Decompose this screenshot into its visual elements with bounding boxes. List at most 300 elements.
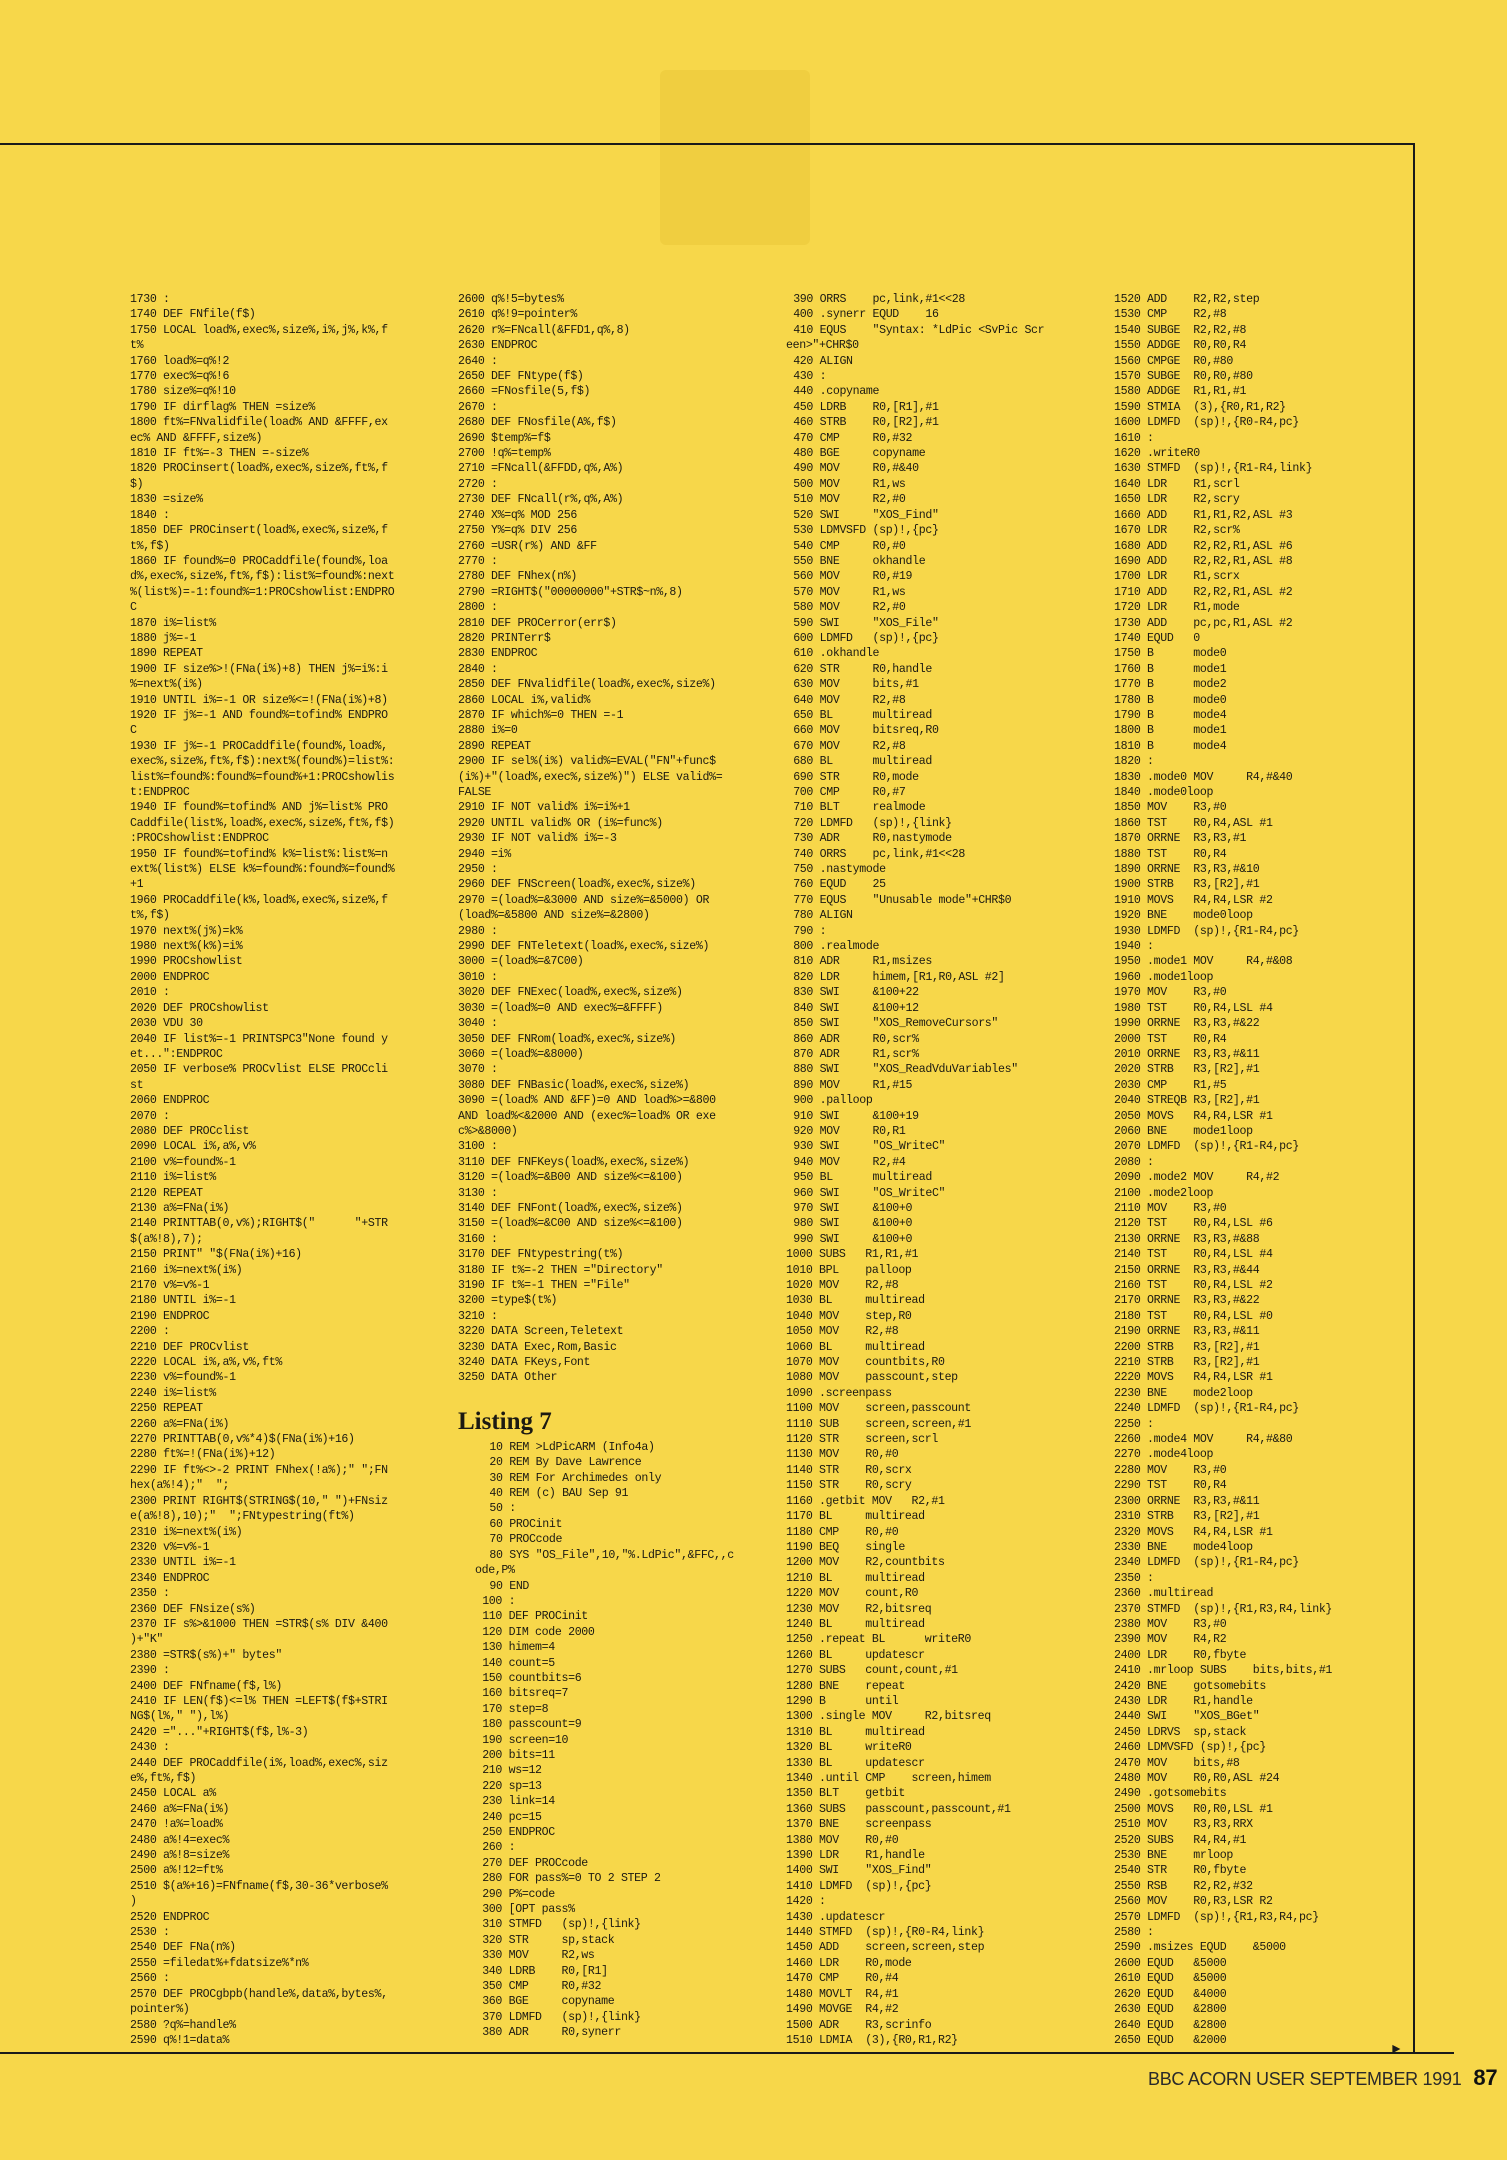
code-line: 820 LDR himem,[R1,R0,ASL #2]	[793, 970, 1005, 984]
code-line: 2130 ORRNE R3,R3,#&88	[1114, 1232, 1260, 1246]
code-line: 690 STR R0,mode	[793, 770, 919, 784]
code-line: 1660 ADD R1,R1,R2,ASL #3	[1114, 508, 1293, 522]
code-line: 2060 ENDPROC	[130, 1094, 210, 1108]
code-line: 3080 DEF FNBasic(load%,exec%,size%)	[458, 1078, 690, 1092]
code-line: 1260 BL updatescr	[786, 1648, 925, 1662]
code-line: 1900 STRB R3,[R2],#1	[1114, 878, 1260, 892]
code-line: 2470 !a%=load%	[130, 1818, 223, 1832]
code-line: 2440 SWI "XOS_BGet"	[1114, 1710, 1260, 1724]
code-line: 1590 STMIA (3),{R0,R1,R2}	[1114, 400, 1286, 414]
code-line: 760 EQUD 25	[793, 878, 886, 892]
code-line: 3160 :	[458, 1232, 498, 1246]
code-line: 2440 DEF PROCaddfile(i%,load%,exec%,siz	[130, 1756, 388, 1770]
code-line: 2160 i%=next%(i%)	[130, 1263, 243, 1277]
code-line: 700 CMP R0,#7	[793, 786, 906, 799]
code-line: 2210 DEF PROCvlist	[130, 1340, 249, 1354]
code-line: 1970 MOV R3,#0	[1114, 986, 1227, 1000]
code-line: 1200 MOV R2,countbits	[786, 1556, 945, 1570]
code-line: 1120 STR screen,scrl	[786, 1433, 938, 1447]
code-line: 2790 =RIGHT$("00000000"+STR$~n%,8)	[458, 585, 683, 599]
code-line: 1370 BNE screenpass	[786, 1818, 932, 1832]
code-line: et...":ENDPROC	[130, 1047, 223, 1061]
code-line: 480 BGE copyname	[793, 447, 926, 461]
code-line: 1320 BL writeR0	[786, 1741, 912, 1755]
code-line: c%>&8000)	[458, 1124, 518, 1138]
code-line: t:ENDPROC	[130, 786, 190, 799]
code-line: 2280 ft%=!(FNa(i%)+12)	[130, 1448, 276, 1462]
code-line: 1240 BL multiread	[786, 1617, 925, 1631]
code-line: 2000 ENDPROC	[130, 970, 210, 984]
code-line: 1420 :	[786, 1895, 826, 1909]
code-line: 1270 SUBS count,count,#1	[786, 1664, 958, 1678]
code-line: 1760 load%=q%!2	[130, 354, 230, 368]
code-line: 2520 SUBS R4,R4,#1	[1114, 1833, 1247, 1847]
code-line: 2210 STRB R3,[R2],#1	[1114, 1356, 1260, 1370]
code-line: 420 ALIGN	[793, 354, 853, 368]
code-line: 1850 DEF PROCinsert(load%,exec%,size%,f	[130, 524, 388, 538]
code-line: $)	[130, 477, 144, 491]
code-line: 2470 MOV bits,#8	[1114, 1756, 1240, 1770]
code-line: 330 MOV R2,ws	[482, 1949, 595, 1963]
code-line: 680 BL multiread	[793, 755, 932, 769]
code-line: 2550 RSB R2,R2,#32	[1114, 1879, 1253, 1893]
code-line: 1410 LDMFD (sp)!,{pc}	[786, 1879, 932, 1893]
code-line: 270 DEF PROCcode	[482, 1856, 588, 1870]
code-line: 2480 a%!4=exec%	[130, 1833, 230, 1847]
listing-column-4	[1114, 292, 1332, 2048]
code-line: 360 BGE copyname	[482, 1995, 615, 2009]
code-line: 2030 CMP R1,#5	[1114, 1078, 1227, 1092]
code-line: 10 REM >LdPicARM (Info4a)	[489, 1440, 655, 1454]
code-line: 2570 LDMFD (sp)!,{R1,R3,R4,pc}	[1114, 1910, 1319, 1924]
code-line: 2540 DEF FNa(n%)	[130, 1941, 236, 1955]
code-line: 2960 DEF FNScreen(load%,exec%,size%)	[458, 878, 696, 892]
page-footer	[1148, 2065, 1497, 2091]
code-line: 2260 a%=FNa(i%)	[130, 1417, 230, 1431]
code-line: 310 STMFD (sp)!,{link}	[482, 1918, 641, 1932]
code-line: 1710 ADD R2,R2,R1,ASL #2	[1114, 585, 1293, 599]
code-line: 1990 ORRNE R3,R3,#&22	[1114, 1017, 1260, 1031]
code-line: 1950 .mode1 MOV R4,#&08	[1114, 955, 1293, 969]
code-line: 2590 .msizes EQUD &5000	[1114, 1941, 1286, 1955]
code-line: 2360 DEF FNsize(s%)	[130, 1602, 256, 1616]
code-line: 1030 BL multiread	[786, 1294, 925, 1308]
code-line: 1920 BNE mode0loop	[1114, 909, 1253, 923]
code-line: 3250 DATA Other	[458, 1371, 558, 1385]
code-line: 2410 IF LEN(f$)<=l% THEN =LEFT$(f$+STRI	[130, 1694, 388, 1708]
code-line: 1930 LDMFD (sp)!,{R1-R4,pc}	[1114, 924, 1300, 938]
listing-6-continued	[458, 292, 734, 1386]
code-line: 400 .synerr EQUD 16	[793, 308, 939, 322]
code-line: 2420 ="..."+RIGHT$(f$,l%-3)	[130, 1725, 309, 1739]
code-line: 180 passcount=9	[482, 1718, 582, 1732]
code-line: 980 SWI &100+0	[793, 1217, 913, 1231]
code-line: 2130 a%=FNa(i%)	[130, 1201, 230, 1215]
code-line: 1780 size%=q%!10	[130, 385, 236, 399]
code-line: 1650 LDR R2,scry	[1114, 493, 1240, 507]
code-line: 1510 LDMIA (3),{R0,R1,R2}	[786, 2033, 958, 2047]
code-line: 2080 :	[1114, 1155, 1154, 1169]
code-line: 1800 B mode1	[1114, 724, 1227, 738]
code-line: 810 ADR R1,msizes	[793, 955, 932, 969]
code-line: 3230 DATA Exec,Rom,Basic	[458, 1340, 617, 1354]
code-line: 1780 B mode0	[1114, 693, 1227, 707]
code-line: 2340 ENDPROC	[130, 1571, 210, 1585]
code-line: 2230 v%=found%-1	[130, 1371, 236, 1385]
code-line: 3040 :	[458, 1017, 498, 1031]
code-line: 3200 =type$(t%)	[458, 1294, 558, 1308]
code-line: 2200 STRB R3,[R2],#1	[1114, 1340, 1260, 1354]
code-line: 1740 EQUD 0	[1114, 631, 1200, 645]
code-line: 2380 =STR$(s%)+" bytes"	[130, 1648, 282, 1662]
code-line: 20 REM By Dave Lawrence	[489, 1456, 642, 1470]
code-line: 1470 CMP R0,#4	[786, 1972, 899, 1986]
code-line: 90 END	[489, 1579, 530, 1593]
code-line: 940 MOV R2,#4	[793, 1155, 906, 1169]
code-line: 2810 DEF PROCerror(err$)	[458, 616, 617, 630]
code-line: 1920 IF j%=-1 AND found%=tofind% ENDPRO	[130, 708, 388, 722]
code-line: 1550 ADDGE R0,R0,R4	[1114, 339, 1247, 353]
code-line: t%,f$)	[130, 539, 170, 553]
code-line: 1050 MOV R2,#8	[786, 1325, 899, 1339]
code-line: 320 STR sp,stack	[482, 1933, 615, 1947]
code-line: 1880 TST R0,R4	[1114, 847, 1227, 861]
code-line: e(a%!8),10);" ";FNtypestring(ft%)	[130, 1510, 355, 1524]
code-line: t%	[130, 339, 144, 353]
code-line: 110 DEF PROCinit	[482, 1610, 588, 1624]
code-line: 1690 ADD R2,R2,R1,ASL #8	[1114, 554, 1293, 568]
code-line: 2110 MOV R3,#0	[1114, 1201, 1227, 1215]
code-line: 2450 LOCAL a%	[130, 1787, 216, 1801]
code-line: 970 SWI &100+0	[793, 1201, 913, 1215]
code-line: 2240 i%=list%	[130, 1386, 216, 1400]
code-line: 2630 ENDPROC	[458, 339, 538, 353]
code-line: 1890 ORRNE R3,R3,#&10	[1114, 863, 1260, 877]
code-line: 1910 MOVS R4,R4,LSR #2	[1114, 893, 1273, 907]
code-line: 3130 :	[458, 1186, 498, 1200]
code-line: 210 ws=12	[482, 1764, 542, 1778]
code-line: 200 bits=11	[482, 1748, 555, 1762]
code-line: 2060 BNE mode1loop	[1114, 1124, 1253, 1138]
code-line: 2980 :	[458, 924, 498, 938]
code-line: 3140 DEF FNFont(load%,exec%,size%)	[458, 1201, 683, 1215]
code-line: 1960 PROCaddfile(k%,load%,exec%,size%,f	[130, 893, 388, 907]
code-line: 2360 .multiread	[1114, 1587, 1214, 1601]
code-line: 2600 q%!5=bytes%	[458, 293, 564, 306]
code-line: 2180 UNTIL i%=-1	[130, 1294, 236, 1308]
code-line: 2940 =i%	[458, 847, 511, 861]
code-line: t%,f$)	[130, 909, 170, 923]
code-line: 2390 MOV R4,R2	[1114, 1633, 1227, 1647]
code-line: 120 DIM code 2000	[482, 1625, 595, 1639]
code-line: 2170 v%=v%-1	[130, 1279, 210, 1292]
code-line: 2820 PRINTerr$	[458, 631, 551, 645]
code-line: 2370 IF s%>&1000 THEN =STR$(s% DIV &400	[130, 1617, 388, 1631]
code-line: 1810 B mode4	[1114, 739, 1227, 753]
code-line: 1890 REPEAT	[130, 647, 203, 661]
continue-arrow-icon: ►	[1392, 2042, 1401, 2058]
listing-column-2	[458, 292, 734, 2041]
code-line: 1860 TST R0,R4,ASL #1	[1114, 816, 1273, 830]
code-line: 220 sp=13	[482, 1779, 542, 1793]
code-line: 740 ORRS pc,link,#1<<28	[793, 847, 965, 861]
code-line: 2160 TST R0,R4,LSL #2	[1114, 1279, 1273, 1292]
code-line: 1130 MOV R0,#0	[786, 1448, 899, 1462]
code-line: 230 link=14	[482, 1795, 555, 1809]
code-line: 3090 =(load% AND &FF)=0 AND load%>=&800	[458, 1094, 716, 1108]
code-line: 2450 LDRVS sp,stack	[1114, 1725, 1247, 1739]
code-line: 1870 ORRNE R3,R3,#1	[1114, 832, 1247, 846]
code-line: 1680 ADD R2,R2,R1,ASL #6	[1114, 539, 1293, 553]
code-line: 2400 LDR R0,fbyte	[1114, 1648, 1247, 1662]
code-line: 2150 PRINT" "$(FNa(i%)+16)	[130, 1248, 302, 1262]
code-line: 1870 i%=list%	[130, 616, 216, 630]
code-line: 2350 :	[130, 1587, 170, 1601]
code-line: 2620 EQUD &4000	[1114, 1987, 1227, 2001]
code-line: 2100 v%=found%-1	[130, 1155, 236, 1169]
code-line: 750 .nastymode	[793, 863, 886, 877]
code-line: 560 MOV R0,#19	[793, 570, 913, 584]
code-line: 2650 EQUD &2000	[1114, 2033, 1227, 2047]
code-line: 900 .palloop	[793, 1094, 873, 1108]
code-line: 1770 B mode2	[1114, 678, 1227, 692]
code-line: 1610 :	[1114, 431, 1154, 445]
code-line: 1290 B until	[786, 1694, 899, 1708]
code-line: 850 SWI "XOS_RemoveCursors"	[793, 1017, 999, 1031]
code-line: 160 bitsreq=7	[482, 1687, 569, 1701]
faded-header-art	[660, 70, 810, 245]
code-line: 2190 ENDPROC	[130, 1309, 210, 1323]
code-line: 2010 :	[130, 986, 170, 1000]
code-line: 1430 .updatescr	[786, 1910, 886, 1924]
code-line: 450 LDRB R0,[R1],#1	[793, 400, 939, 414]
code-line: 2480 MOV R0,R0,ASL #24	[1114, 1772, 1280, 1785]
code-line: 2300 ORRNE R3,R3,#&11	[1114, 1494, 1260, 1508]
code-line: 1720 LDR R1,mode	[1114, 601, 1240, 615]
code-line: 1940 :	[1114, 940, 1154, 954]
code-line: 2120 REPEAT	[130, 1186, 203, 1200]
code-line: 1560 CMPGE R0,#80	[1114, 354, 1233, 368]
code-line: 1620 .writeR0	[1114, 447, 1200, 461]
code-line: 2490 a%!8=size%	[130, 1849, 230, 1863]
code-line: 2260 .mode4 MOV R4,#&80	[1114, 1433, 1293, 1447]
code-line: 2430 :	[130, 1741, 170, 1755]
code-line: 1360 SUBS passcount,passcount,#1	[786, 1802, 1011, 1816]
code-line: 1580 ADDGE R1,R1,#1	[1114, 385, 1247, 399]
code-line: 2030 VDU 30	[130, 1017, 203, 1031]
code-line: 3000 =(load%=&7C00)	[458, 955, 584, 969]
code-line: 1820 PROCinsert(load%,exec%,size%,ft%,f	[130, 462, 388, 476]
code-line: 2270 .mode4loop	[1114, 1448, 1214, 1462]
code-line: 2630 EQUD &2800	[1114, 2003, 1227, 2017]
code-line: 3050 DEF FNRom(load%,exec%,size%)	[458, 1032, 677, 1046]
code-line: 300 [OPT pass%	[482, 1903, 575, 1917]
code-line: 860 ADR R0,scr%	[793, 1032, 919, 1046]
code-line: 3210 :	[458, 1309, 498, 1323]
code-line: 2830 ENDPROC	[458, 647, 538, 661]
code-line: 1860 IF found%=0 PROCaddfile(found%,loa	[130, 554, 388, 568]
code-line: 1740 DEF FNfile(f$)	[130, 308, 256, 322]
code-line: ec% AND &FFFF,size%)	[130, 431, 263, 445]
code-line: 190 screen=10	[482, 1733, 569, 1747]
code-line: 2220 MOVS R4,R4,LSR #1	[1114, 1371, 1273, 1385]
code-line: een>"+CHR$0	[786, 339, 859, 353]
code-line: %=next%(i%)	[130, 678, 203, 692]
code-line: 1940 IF found%=tofind% AND j%=list% PRO	[130, 801, 388, 815]
code-line: 280 FOR pass%=0 TO 2 STEP 2	[482, 1872, 661, 1886]
code-line: $(a%!8),7);	[130, 1232, 203, 1246]
code-line: 2530 :	[130, 1926, 170, 1940]
code-line: 2530 BNE mrloop	[1114, 1849, 1233, 1863]
code-line: 1310 BL multiread	[786, 1725, 925, 1739]
code-line: 3020 DEF FNExec(load%,exec%,size%)	[458, 986, 683, 1000]
code-line: 1390 LDR R1,handle	[786, 1849, 925, 1863]
code-line: 1070 MOV countbits,R0	[786, 1356, 945, 1370]
code-line: 2460 a%=FNa(i%)	[130, 1802, 230, 1816]
code-line: 3150 =(load%=&C00 AND size%<=&100)	[458, 1217, 683, 1231]
code-line: 2050 IF verbose% PROCvlist ELSE PROCcli	[130, 1063, 388, 1077]
code-line: 250 ENDPROC	[482, 1826, 555, 1839]
code-line: 1090 .screenpass	[786, 1386, 892, 1400]
code-line: 460 STRB R0,[R2],#1	[793, 416, 939, 430]
code-line: 2800 :	[458, 601, 498, 615]
code-line: 2490 .gotsomebits	[1114, 1787, 1227, 1801]
code-line: exec%,size%,ft%,f$):next%(found%)=list%:	[130, 755, 395, 769]
code-line: 1830 =size%	[130, 493, 203, 507]
code-line: 2070 :	[130, 1109, 170, 1123]
code-line: AND load%<&2000 AND (exec%=load% OR exe	[458, 1109, 716, 1123]
code-line: 2670 :	[458, 400, 498, 414]
code-line: 660 MOV bitsreq,R0	[793, 724, 939, 738]
code-line: 2610 q%!9=pointer%	[458, 308, 577, 322]
code-line: 150 countbits=6	[482, 1671, 582, 1685]
code-line: 3070 :	[458, 1063, 498, 1077]
code-line: 1840 :	[130, 508, 170, 522]
code-line: 1930 IF j%=-1 PROCaddfile(found%,load%,	[130, 739, 388, 753]
code-line: 2250 :	[1114, 1417, 1154, 1431]
code-line: 2910 IF NOT valid% i%=i%+1	[458, 801, 630, 815]
code-line: 2540 STR R0,fbyte	[1114, 1864, 1247, 1878]
code-line: 2090 LOCAL i%,a%,v%	[130, 1140, 256, 1154]
code-line: 1490 MOVGE R4,#2	[786, 2003, 899, 2017]
code-line: 780 ALIGN	[793, 909, 853, 923]
code-line: 1190 BEQ single	[786, 1540, 905, 1554]
code-line: )	[130, 1895, 137, 1909]
code-line: 2650 DEF FNtype(f$)	[458, 370, 584, 384]
code-line: 2140 TST R0,R4,LSL #4	[1114, 1248, 1273, 1262]
code-line: 390 ORRS pc,link,#1<<28	[793, 293, 965, 306]
code-line: 2330 BNE mode4loop	[1114, 1540, 1253, 1554]
code-line: 2420 BNE gotsomebits	[1114, 1679, 1266, 1693]
code-line: 2500 a%!12=ft%	[130, 1864, 223, 1878]
code-line: 380 ADR R0,synerr	[482, 2026, 621, 2040]
code-line: 2560 MOV R0,R3,LSR R2	[1114, 1895, 1273, 1909]
code-line: 2010 ORRNE R3,R3,#&11	[1114, 1047, 1260, 1061]
code-line: 1220 MOV count,R0	[786, 1587, 919, 1601]
code-line: 1300 .single MOV R2,bitsreq	[786, 1710, 991, 1724]
code-line: 1840 .mode0loop	[1114, 786, 1214, 799]
code-line: 1980 next%(k%)=i%	[130, 940, 243, 954]
code-line: 3240 DATA FKeys,Font	[458, 1356, 591, 1370]
code-line: 2500 MOVS R0,R0,LSL #1	[1114, 1802, 1273, 1816]
code-line: 3220 DATA Screen,Teletext	[458, 1325, 624, 1339]
code-line: 2900 IF sel%(i%) valid%=EVAL("FN"+func$	[458, 755, 716, 769]
code-line: 1800 ft%=FNvalidfile(load% AND &FFFF,ex	[130, 416, 388, 430]
code-line: 2860 LOCAL i%,valid%	[458, 693, 591, 707]
code-line: 2590 q%!1=data%	[130, 2033, 230, 2047]
code-line: 1760 B mode1	[1114, 662, 1227, 676]
code-line: 2330 UNTIL i%=-1	[130, 1556, 236, 1570]
code-line: 2950 :	[458, 863, 498, 877]
code-line: 2320 v%=v%-1	[130, 1540, 210, 1554]
code-line: 2140 PRINTTAB(0,v%);RIGHT$(" "+STR	[130, 1217, 388, 1231]
code-line: 2620 r%=FNcall(&FFD1,q%,8)	[458, 323, 630, 337]
code-line: 530 LDMVSFD (sp)!,{pc}	[793, 524, 939, 538]
code-line: 1670 LDR R2,scr%	[1114, 524, 1240, 538]
code-line: 2920 UNTIL valid% OR (i%=func%)	[458, 816, 663, 830]
code-line: 1820 :	[1114, 755, 1154, 769]
code-line: 800 .realmode	[793, 940, 880, 954]
code-line: 550 BNE okhandle	[793, 554, 926, 568]
code-line: 930 SWI "OS_WriteC"	[793, 1140, 946, 1154]
code-line: 2840 :	[458, 662, 498, 676]
code-line: 2780 DEF FNhex(n%)	[458, 570, 577, 584]
code-line: 2120 TST R0,R4,LSL #6	[1114, 1217, 1273, 1231]
code-line: 50 :	[489, 1502, 516, 1516]
code-line: 2640 :	[458, 354, 498, 368]
code-line: 2660 =FNosfile(5,f$)	[458, 385, 591, 399]
code-line: 2720 :	[458, 477, 498, 491]
code-line: 240 pc=15	[482, 1810, 542, 1824]
listing-7-start	[458, 1440, 734, 2041]
code-line: 2240 LDMFD (sp)!,{R1-R4,pc}	[1114, 1402, 1300, 1416]
code-line: 40 REM (c) BAU Sep 91	[489, 1487, 629, 1501]
code-line: 1150 STR R0,scry	[786, 1479, 912, 1493]
code-line: 890 MOV R1,#15	[793, 1078, 913, 1092]
code-line: 3030 =(load%=0 AND exec%=&FFFF)	[458, 1001, 663, 1015]
code-line: 2510 MOV R3,R3,RRX	[1114, 1818, 1253, 1832]
code-line: 720 LDMFD (sp)!,{link}	[793, 816, 952, 830]
code-line: 1960 .mode1loop	[1114, 970, 1214, 984]
code-line: 130 himem=4	[482, 1641, 555, 1655]
code-line: 2680 DEF FNosfile(A%,f$)	[458, 416, 617, 430]
code-line: 1950 IF found%=tofind% k%=list%:list%=n	[130, 847, 388, 861]
code-line: 2050 MOVS R4,R4,LSR #1	[1114, 1109, 1273, 1123]
code-line: 2610 EQUD &5000	[1114, 1972, 1227, 1986]
code-line: 2220 LOCAL i%,a%,v%,ft%	[130, 1356, 282, 1370]
code-line: 1500 ADR R3,scrinfo	[786, 2018, 932, 2032]
code-line: 2320 MOVS R4,R4,LSR #1	[1114, 1525, 1273, 1539]
code-line: 620 STR R0,handle	[793, 662, 932, 676]
code-line: 1520 ADD R2,R2,step	[1114, 293, 1260, 306]
code-line: 1570 SUBGE R0,R0,#80	[1114, 370, 1253, 384]
code-line: 880 SWI "XOS_ReadVduVariables"	[793, 1063, 1018, 1077]
code-line: 3180 IF t%=-2 THEN ="Directory"	[458, 1263, 663, 1277]
listing-heading: Listing 7	[458, 1407, 552, 1435]
code-line: 1380 MOV R0,#0	[786, 1833, 899, 1847]
code-line: )+"K"	[130, 1633, 164, 1647]
code-line: 2930 IF NOT valid% i%=-3	[458, 832, 617, 846]
code-line: 2710 =FNcall(&FFDD,q%,A%)	[458, 462, 624, 476]
code-line: 2250 REPEAT	[130, 1402, 203, 1416]
code-line: 2580 :	[1114, 1926, 1154, 1940]
code-line: 920 MOV R0,R1	[793, 1124, 906, 1138]
code-line: 100 :	[482, 1594, 516, 1608]
code-line: 1630 STMFD (sp)!,{R1-R4,link}	[1114, 462, 1313, 476]
code-line: 910 SWI &100+19	[793, 1109, 919, 1123]
code-line: 1880 j%=-1	[130, 631, 197, 645]
code-line: 2410 .mrloop SUBS bits,bits,#1	[1114, 1664, 1333, 1678]
